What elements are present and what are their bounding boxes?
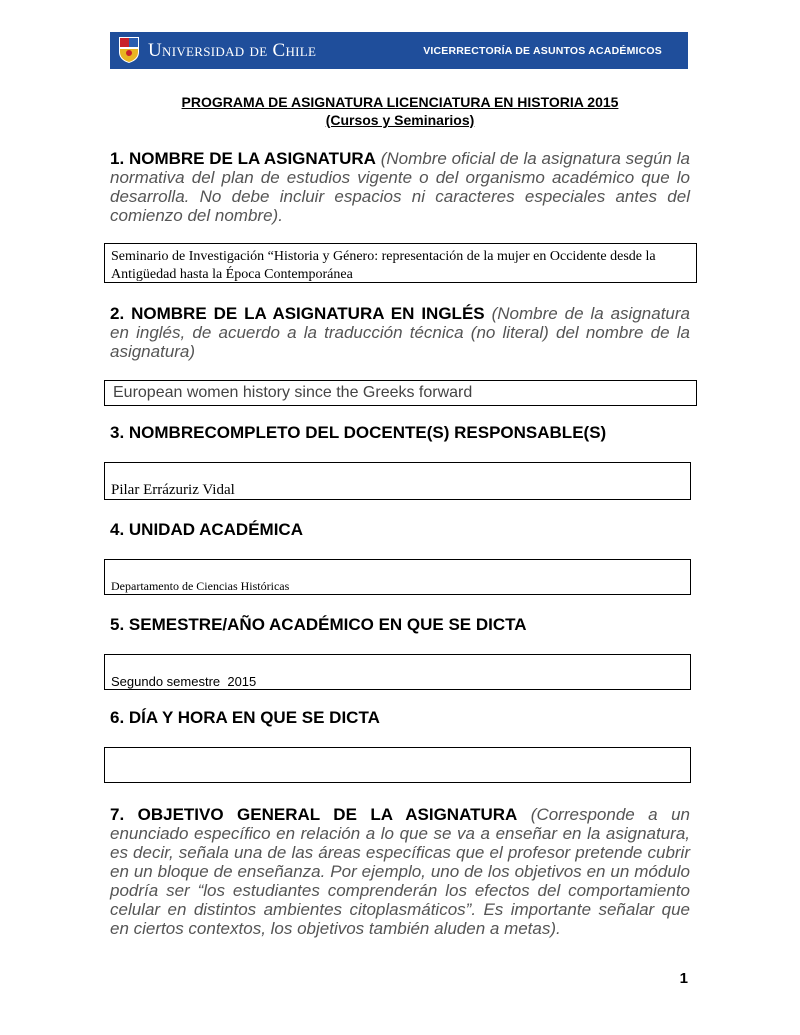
header-banner (110, 32, 688, 69)
section-5-value: Segundo semestre 2015 (111, 674, 257, 689)
section-5-value-box (104, 654, 691, 690)
section-1-text (110, 149, 690, 225)
office-name: VICERRECTORÍA DE ASUNTOS ACADÉMICOS (423, 45, 662, 57)
university-name: Universidad de Chile (148, 40, 317, 61)
page-number: 1 (679, 970, 688, 987)
section-3-heading: 3. NOMBRECOMPLETO DEL DOCENTE(S) RESPONSABLE(S) (110, 423, 607, 442)
document-title: PROGRAMA DE ASIGNATURA LICENCIATURA EN HISTORIA 2015 (181, 94, 619, 110)
section-1-value: Seminario de Investigación “Historia y Género: representación de la mujer en Occidente desde la Antigüedad hasta la Época Contemporánea (111, 249, 656, 282)
section-2-note: (Nombre de la asignatura en inglés, de acuerdo a la traducción técnica (no literal) del nombre de la asignatura) (110, 304, 690, 361)
section-2-text (110, 304, 690, 361)
section-7-text (110, 805, 690, 938)
section-1-note: (Nombre oficial de la asignatura según la normativa del plan de estudios vigente o del organismo académico que lo desarrolla. No debe incluir espacios ni caracteres especiales antes del comienzo del nombre). (110, 149, 690, 225)
section-7-note: (Corresponde a un enunciado específico en relación a lo que se va a enseñar en la asignatura, es decir, señala una de las áreas específicas que el profesor pretende cubrir en un bloque de enseñanza. Por ejemplo, uno de los objetivos en un módulo podría ser “los estudiantes comprenderán los efectos del comportamiento celular en distintos ambientes citoplasmáticos”. Es importante señalar que en ciertos contextos, los objetivos también aluden a metas). (110, 805, 690, 938)
section-2-heading: 2. NOMBRE DE LA ASIGNATURA EN INGLÉS (110, 304, 485, 323)
section-6-heading: 6. DÍA Y HORA EN QUE SE DICTA (110, 708, 380, 727)
section-4-heading: 4. UNIDAD ACADÉMICA (110, 520, 303, 539)
section-3-value: Pilar Errázuriz Vidal (111, 482, 235, 498)
university-crest-icon (118, 36, 140, 64)
section-1-heading: 1. NOMBRE DE LA ASIGNATURA (110, 149, 376, 168)
section-2-value-box (104, 380, 697, 406)
section-5-heading: 5. SEMESTRE/AÑO ACADÉMICO EN QUE SE DICTA (110, 615, 527, 634)
section-2-value: European women history since the Greeks forward (113, 384, 473, 401)
section-3-value-box (104, 462, 691, 500)
section-6-value-box (104, 747, 691, 783)
section-1-value-box (104, 243, 697, 283)
section-4-value-box (104, 559, 691, 595)
document-subtitle: (Cursos y Seminarios) (325, 112, 475, 128)
section-4-value: Departamento de Ciencias Históricas (111, 579, 290, 593)
section-7-heading: 7. OBJETIVO GENERAL DE LA ASIGNATURA (110, 805, 518, 824)
